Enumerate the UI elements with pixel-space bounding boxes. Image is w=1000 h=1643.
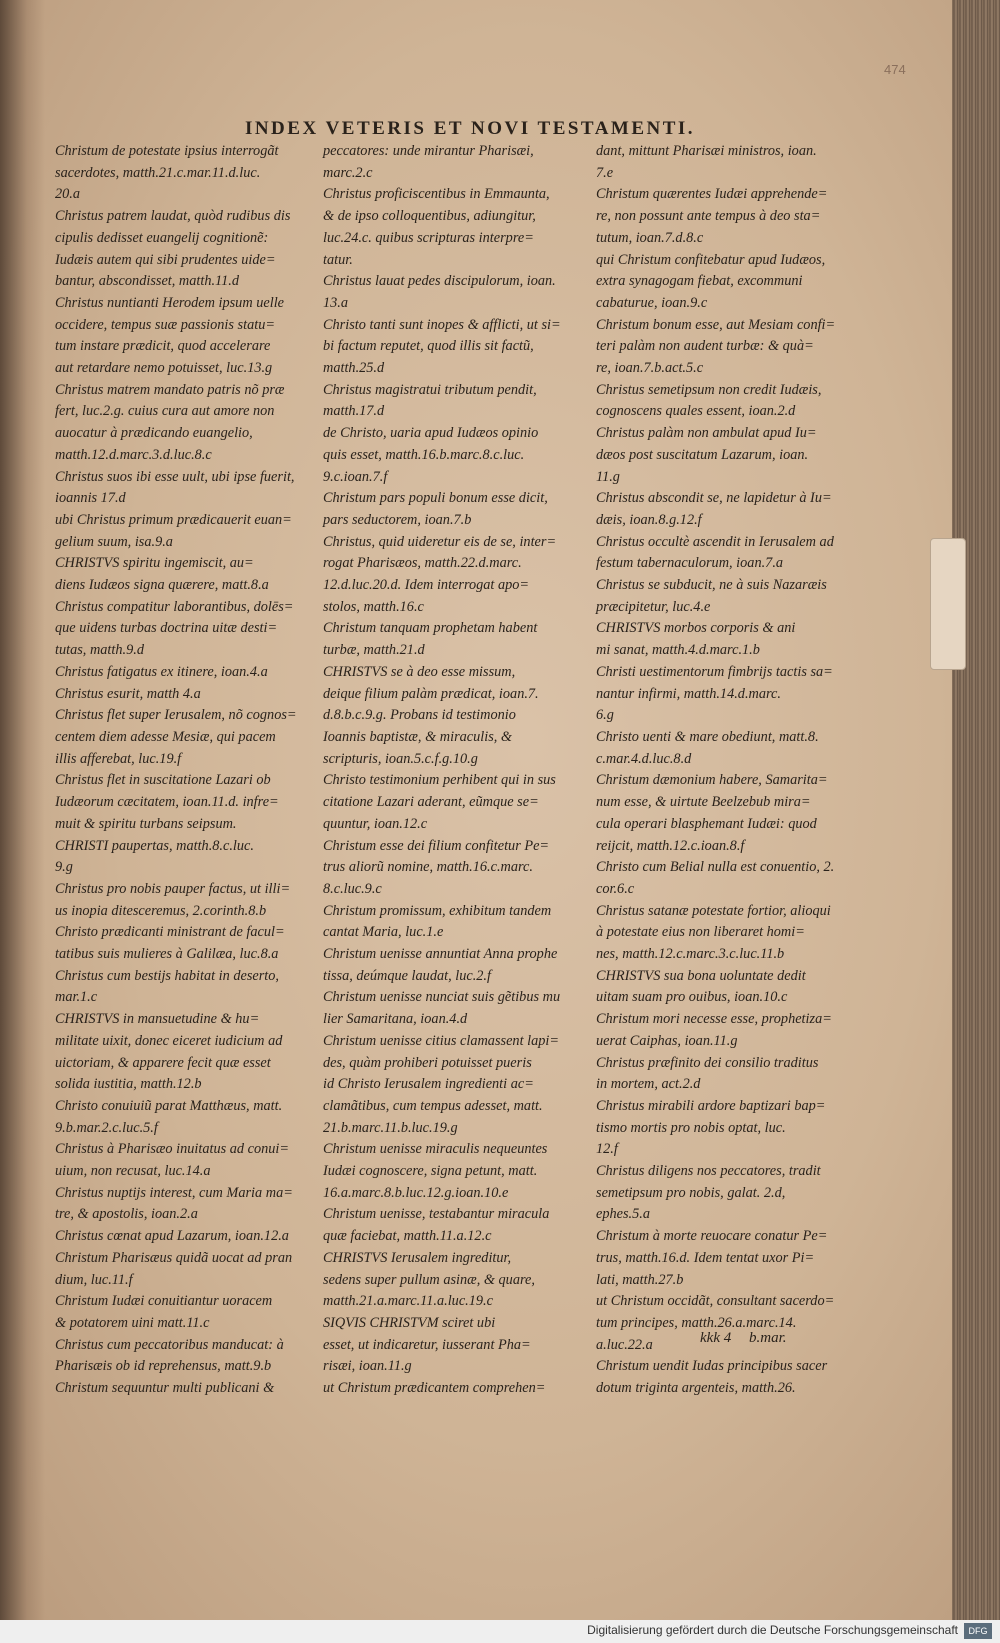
index-line: cula operari blasphemant Iudæi: quod	[596, 815, 817, 832]
index-line: Christum à morte reuocare conatur Pe=	[596, 1228, 828, 1245]
index-line: Christum de potestate ipsius interrogãt	[55, 143, 279, 159]
index-line: tatibus suis mulieres à Galilæa, luc.8.a	[55, 946, 279, 963]
index-line: Christo prædicanti ministrant de facul=	[55, 924, 285, 941]
index-line: Christus à Pharisæo inuitatus ad conui=	[55, 1141, 290, 1158]
index-line: cipulis dedisset euangelij cognitionẽ:	[55, 229, 269, 246]
index-line: 13.a	[323, 294, 349, 311]
index-line: 9.b.mar.2.c.luc.5.f	[55, 1119, 158, 1136]
index-line: CHRISTVS in mansuetudine & hu=	[55, 1011, 260, 1028]
index-line: a.luc.22.a	[596, 1336, 653, 1353]
index-line: Christum uenisse citius clamassent lapi=	[323, 1032, 560, 1049]
index-line: Christus nuptijs interest, cum Maria ma=	[55, 1184, 293, 1201]
index-line: festum tabernaculorum, ioan.7.a	[596, 555, 784, 572]
index-line: Christum bonum esse, aut Mesiam confi=	[596, 316, 836, 333]
index-line: cognoscens quales essent, ioan.2.d	[596, 403, 796, 420]
index-line: cantat Maria, luc.1.e	[323, 924, 444, 941]
index-line: Christo uenti & mare obediunt, matt.8.	[596, 728, 819, 745]
index-line: à potestate eius non liberaret homi=	[596, 924, 805, 941]
catchword: b.mar.	[748, 1330, 787, 1346]
index-line: uitam suam pro ouibus, ioan.10.c	[596, 989, 788, 1006]
index-line: Christum mori necesse esse, prophetiza=	[596, 1011, 832, 1028]
index-line: tismo mortis pro nobis optat, luc.	[596, 1119, 786, 1136]
index-line: Ioannis baptistæ, & miraculis, &	[323, 728, 513, 745]
index-line: stolos, matth.16.c	[323, 598, 424, 615]
index-line: risæi, ioan.11.g	[323, 1358, 412, 1375]
index-line: Christus matrem mandato patris nõ præ	[55, 381, 285, 398]
index-line: Christus occultè ascendit in Ierusalem ad	[596, 533, 834, 550]
index-line: CHRISTI paupertas, matth.8.c.luc.	[55, 837, 254, 854]
index-line: Christum uendit Iudas principibus sacer	[596, 1358, 828, 1375]
index-line: Christi uestimentorum fimbrijs tactis sa=	[596, 663, 833, 680]
index-line: illis afferebat, luc.19.f	[55, 750, 182, 767]
index-line: uium, non recusat, luc.14.a	[55, 1163, 211, 1180]
index-line: centem diem adesse Mesiæ, qui pacem	[55, 728, 276, 745]
index-line: 20.a	[55, 186, 81, 203]
index-line: de Christo, uaria apud Iudæos opinio	[323, 425, 539, 442]
index-line: uictoriam, & apparere fecit quæ esset	[55, 1054, 271, 1071]
index-line: trus aliorũ nomine, matth.16.c.marc.	[323, 859, 533, 876]
index-column-2	[323, 141, 585, 1400]
index-line: 16.a.marc.8.b.luc.12.g.ioan.10.e	[323, 1184, 509, 1201]
index-line: Christum uenisse, testabantur miracula	[323, 1206, 550, 1223]
index-line: tum principes, matth.26.a.marc.14.	[596, 1314, 797, 1331]
index-line: quæ faciebat, matth.11.a.12.c	[323, 1228, 492, 1245]
index-line: dæos post suscitatum Lazarum, ioan.	[596, 446, 809, 463]
index-line: Christum uenisse annuntiat Anna prophe	[323, 946, 558, 963]
index-line: Christus palàm non ambulat apud Iu=	[596, 425, 817, 442]
index-line: scripturis, ioan.5.c.f.g.10.g	[323, 750, 478, 767]
index-line: matth.21.a.marc.11.a.luc.19.c	[323, 1293, 493, 1310]
index-line: us inopia ditesceremus, 2.corinth.8.b	[55, 902, 267, 919]
index-line: in mortem, act.2.d	[596, 1076, 701, 1093]
page-footer	[700, 1330, 860, 1347]
index-line: CHRISTVS se à deo esse missum,	[323, 663, 516, 680]
index-line: Iudæi cognoscere, signa petunt, matt.	[323, 1163, 538, 1180]
index-line: semetipsum pro nobis, galat. 2.d,	[596, 1184, 786, 1201]
index-line: cabaturue, ioan.9.c	[596, 294, 708, 311]
index-line: militate uixit, donec eiceret iudicium ad	[55, 1032, 283, 1049]
index-line: CHRISTVS Ierusalem ingreditur,	[323, 1249, 512, 1266]
index-line: Christus magistratui tributum pendit,	[323, 381, 537, 398]
index-line: gelium suum, isa.9.a	[55, 533, 173, 550]
index-line: des, quàm prohiberi potuisset pueris	[323, 1054, 532, 1071]
index-line: & potatorem uini matt.11.c	[55, 1314, 210, 1331]
digitization-note: Digitalisierung gefördert durch die Deutsche Forschungsgemeinschaft	[587, 1623, 958, 1637]
index-line: Christum Iudæi conuitiantur uoracem	[55, 1293, 273, 1310]
dfg-logo: DFG	[964, 1623, 992, 1639]
index-line: Christum Pharisæus quidã uocat ad pran	[55, 1249, 293, 1266]
index-line: præcipitetur, luc.4.e	[596, 598, 711, 615]
index-line: & de ipso colloquentibus, adiungitur,	[323, 208, 536, 225]
index-line: CHRISTVS sua bona uoluntate dedit	[596, 967, 806, 984]
index-line: matth.25.d	[323, 360, 385, 377]
index-line: tissa, deúmque laudat, luc.2.f	[323, 967, 491, 984]
index-line: Christus nuntianti Herodem ipsum uelle	[55, 294, 285, 311]
index-line: nantur infirmi, matth.14.d.marc.	[596, 685, 781, 702]
index-line: Christus præfinito dei consilio traditus	[596, 1054, 819, 1071]
index-line: cor.6.c	[596, 880, 635, 897]
index-line: Christus esurit, matth 4.a	[55, 685, 201, 702]
index-line: CHRISTVS morbos corporis & ani	[596, 620, 796, 637]
index-line: Christus se subducit, ne à suis Nazaræis	[596, 577, 827, 594]
index-line: Christus cum peccatoribus manducat: à	[55, 1336, 284, 1353]
index-line: solida iustitia, matth.12.b	[55, 1076, 202, 1093]
index-line: mar.1.c	[55, 989, 98, 1006]
index-line: Christum sequuntur multi publicani &	[55, 1380, 275, 1397]
index-line: fert, luc.2.g. cuius cura aut amore non	[55, 403, 275, 420]
index-line: uerat Caiphas, ioan.11.g	[596, 1032, 738, 1049]
index-line: Christus patrem laudat, quòd rudibus dis	[55, 208, 291, 225]
index-line: Christum uenisse nunciat suis gẽtibus mu	[323, 989, 561, 1006]
index-line: muit & spiritu turbans seipsum.	[55, 815, 237, 832]
index-line: Christum dæmonium habere, Samarita=	[596, 772, 828, 789]
index-line: Christum tanquam prophetam habent	[323, 620, 538, 637]
index-line: 12.f	[596, 1141, 618, 1158]
index-line: dæis, ioan.8.g.12.f	[596, 511, 702, 528]
index-line: Christus diligens nos peccatores, tradit	[596, 1163, 821, 1180]
index-line: tutum, ioan.7.d.8.c	[596, 229, 704, 246]
index-line: num esse, & uirtute Beelzebub mira=	[596, 794, 811, 811]
index-line: diens Iudæos signa quærere, matt.8.a	[55, 577, 269, 594]
index-line: lier Samaritana, ioan.4.d	[323, 1011, 468, 1028]
index-line: Christum pars populi bonum esse dicit,	[323, 490, 548, 507]
folio-number: 474	[884, 62, 906, 77]
index-line: dant, mittunt Pharisæi ministros, ioan.	[596, 143, 817, 159]
index-line: matth.12.d.marc.3.d.luc.8.c	[55, 446, 212, 463]
index-line: Christus mirabili ardore baptizari bap=	[596, 1097, 826, 1114]
index-line: Christum quærentes Iudæi apprehende=	[596, 186, 828, 203]
index-line: CHRISTVS spiritu ingemiscit, au=	[55, 555, 254, 572]
index-line: luc.24.c. quibus scripturas interpre=	[323, 229, 534, 246]
index-line: 7.e	[596, 164, 614, 181]
index-line: dium, luc.11.f	[55, 1271, 133, 1288]
index-line: re, ioan.7.b.act.5.c	[596, 360, 704, 377]
index-line: c.mar.4.d.luc.8.d	[596, 750, 692, 767]
index-line: que uidens turbas doctrina uitæ desti=	[55, 620, 278, 637]
index-line: Christus compatitur laborantibus, dolēs=	[55, 598, 294, 615]
index-line: Christus satanæ potestate fortior, alioqui	[596, 902, 831, 919]
index-line: ubi Christus primum prædicauerit euan=	[55, 511, 292, 528]
index-line: quuntur, ioan.12.c	[323, 815, 428, 832]
digitization-footer	[0, 1620, 1000, 1643]
index-line: Iudæis autem qui sibi prudentes uide=	[55, 251, 276, 268]
running-head: INDEX VETERIS ET NOVI TESTAMENTI.	[244, 118, 696, 139]
index-line: aut retardare nemo potuisset, luc.13.g	[55, 360, 273, 377]
index-line: bantur, abscondisset, matth.11.d	[55, 273, 240, 290]
index-line: Christum uenisse miraculis nequeuntes	[323, 1141, 548, 1158]
index-column-1	[55, 141, 317, 1400]
index-line: rogat Pharisæos, matth.22.d.marc.	[323, 555, 522, 572]
index-line: 9.g	[55, 859, 73, 876]
index-line: Christus cœnat apud Lazarum, ioan.12.a	[55, 1228, 289, 1245]
index-line: turbæ, matth.21.d	[323, 642, 425, 659]
index-line: tre, & apostolis, ioan.2.a	[55, 1206, 198, 1223]
index-line: Christus flet super Ierusalem, nõ cognos=	[55, 707, 297, 724]
index-line: id Christo Ierusalem ingredienti ac=	[323, 1076, 534, 1093]
index-line: Christus proficiscentibus in Emmaunta,	[323, 186, 550, 203]
index-line: ephes.5.a	[596, 1206, 650, 1223]
index-line: tum instare prædicit, quod accelerare	[55, 338, 271, 355]
index-line: 9.c.ioan.7.f	[323, 468, 388, 485]
page-edges	[952, 0, 1000, 1643]
index-line: tatur.	[323, 251, 353, 268]
index-line: ioannis 17.d	[55, 490, 126, 507]
index-line: Christus suos ibi esse uult, ubi ipse fuerit,	[55, 468, 295, 485]
index-line: marc.2.c	[323, 164, 373, 181]
index-line: peccatores: unde mirantur Pharisæi,	[323, 143, 534, 159]
index-line: 11.g	[596, 468, 620, 485]
index-line: Christus, quid uideretur eis de se, inter=	[323, 533, 557, 550]
index-line: esset, ut indicaretur, iusserant Pha=	[323, 1336, 531, 1353]
index-line: tutas, matth.9.d	[55, 642, 144, 659]
index-line: deique filium palàm prædicat, ioan.7.	[323, 685, 539, 702]
index-line: lati, matth.27.b	[596, 1271, 684, 1288]
index-line: re, non possunt ante tempus à deo sta=	[596, 208, 821, 225]
index-line: 12.d.luc.20.d. Idem interrogat apo=	[323, 577, 530, 594]
index-line: auocatur à prædicando euangelio,	[55, 425, 253, 442]
index-line: matth.17.d	[323, 403, 385, 420]
index-line: 6.g	[596, 707, 614, 724]
index-line: Christus abscondit se, ne lapidetur à Iu=	[596, 490, 832, 507]
index-line: Christus lauat pedes discipulorum, ioan.	[323, 273, 556, 290]
gutter-shadow	[0, 0, 45, 1643]
index-line: 8.c.luc.9.c	[323, 880, 382, 897]
index-line: dotum triginta argenteis, matth.26.	[596, 1380, 796, 1397]
index-line: qui Christum confitebatur apud Iudæos,	[596, 251, 826, 268]
index-line: d.8.b.c.9.g. Probans id testimonio	[323, 707, 516, 724]
index-line: Christus cum bestijs habitat in deserto,	[55, 967, 279, 984]
index-line: extra synagogam fiebat, excommuni	[596, 273, 803, 290]
index-line: Pharisæis ob id reprehensus, matt.9.b	[55, 1358, 272, 1375]
index-line: occidere, tempus suæ passionis statu=	[55, 316, 275, 333]
index-line: sedens super pullum asinæ, & quare,	[323, 1271, 535, 1288]
index-line: Christo tanti sunt inopes & afflicti, ut si=	[323, 316, 561, 333]
index-line: mi sanat, matth.4.d.marc.1.b	[596, 642, 760, 659]
index-line: quis esset, matth.16.b.marc.8.c.luc.	[323, 446, 525, 463]
index-line: reijcit, matth.12.c.ioan.8.f	[596, 837, 745, 854]
index-line: trus, matth.16.d. Idem tentat uxor Pi=	[596, 1249, 815, 1266]
index-line: Christo conuiuiũ parat Matthæus, matt.	[55, 1097, 283, 1114]
index-line: Iudæorum cæcitatem, ioan.11.d. infre=	[55, 794, 279, 811]
index-line: nes, matth.12.c.marc.3.c.luc.11.b	[596, 946, 785, 963]
index-line: ut Christum prædicantem comprehen=	[323, 1380, 546, 1397]
index-line: Christus semetipsum non credit Iudæis,	[596, 381, 822, 398]
index-line: Christo testimonium perhibent qui in sus	[323, 772, 556, 789]
index-line: pars seductorem, ioan.7.b	[323, 511, 472, 528]
index-line: SIQVIS CHRISTVM sciret ubi	[323, 1314, 496, 1331]
index-line: citatione Lazari aderant, eũmque se=	[323, 794, 539, 811]
bookmark-tab	[930, 538, 966, 670]
index-line: sacerdotes, matth.21.c.mar.11.d.luc.	[55, 164, 261, 181]
index-line: Christus fatigatus ex itinere, ioan.4.a	[55, 663, 268, 680]
index-line: 21.b.marc.11.b.luc.19.g	[323, 1119, 458, 1136]
index-line: Christum esse dei filium confitetur Pe=	[323, 837, 550, 854]
index-line: Christus pro nobis pauper factus, ut illi=	[55, 880, 291, 897]
index-line: bi factum reputet, quod illis sit factũ,	[323, 338, 534, 355]
index-line: Christum promissum, exhibitum tandem	[323, 902, 552, 919]
index-column-3	[596, 141, 858, 1400]
index-line: Christo cum Belial nulla est conuentio, 2.	[596, 859, 835, 876]
index-line: Christus flet in suscitatione Lazari ob	[55, 772, 271, 789]
signature-mark: kkk 4	[700, 1330, 732, 1346]
index-line: teri palàm non audent turbæ: & quà=	[596, 338, 814, 355]
index-line: clamãtibus, cum tempus adesset, matt.	[323, 1097, 543, 1114]
index-line: ut Christum occidãt, consultant sacerdo=	[596, 1293, 835, 1310]
